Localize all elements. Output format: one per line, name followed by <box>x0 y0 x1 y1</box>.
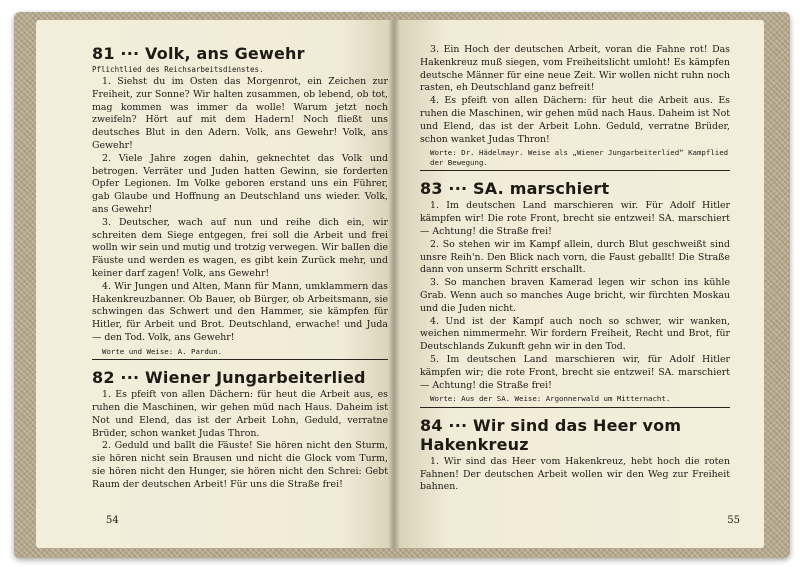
song-83-verse-1: 1. Im deutschen Land marschieren wir. Für Adolf Hitler kämpfen wir! Die rote Front, brecht sie entzwei! SA. marschiert — Achtung! die Straße frei! <box>420 200 730 237</box>
song-81-verse-3: 3. Deutscher, wach auf nun und reihe dich ein, wir schreiten dem Siege entgegen, frei soll die Arbeit und frei wolln wir sein und mutig und trotzig verwegen. Wir ballen die Fäuste und werden es wagen, es gibt kein Zurück mehr, und keiner darf zagen! Volk, ans Gewehr! <box>92 216 388 279</box>
song-81-credit: Worte und Weise: A. Pardun. <box>102 346 223 356</box>
song-83-credit: Worte: Aus der SA. Weise: Argonnerwald um Mitternacht. <box>430 394 671 404</box>
left-page <box>36 20 394 548</box>
song-81-verse-4: 4. Wir Jungen und Alten, Mann für Mann, umklammern das Hakenkreuzbanner. Ob Bauer, ob Bürger, ob Arbeitsmann, sie schwingen das Schwert und den Hammer, sie kämpfen für Hitler, für Arbeit und Brot. Deutschland, erwache! und Juda — den Tod. Volk, ans Gewehr! <box>92 280 388 343</box>
right-page <box>394 20 764 548</box>
song-81-subtitle: Pflichtlied des Reichsarbeitsdienstes. <box>92 65 264 74</box>
left-page-content <box>92 44 388 492</box>
song-84-verse-1: 1. Wir sind das Heer vom Hakenkreuz, hebt hoch die roten Fahnen! Der deutschen Arbeit wollen wir den Weg zur Freiheit bahnen. <box>420 455 730 493</box>
right-page-number: 55 <box>727 515 740 526</box>
song-83-verse-4: 4. Und ist der Kampf auch noch so schwer, wir wanken, weichen nimmermehr. Wir fordern Freiheit, Recht und Brot, für Deutschlands Zukunft gehn wir in den Tod. <box>420 315 730 353</box>
song-83-verse-2: 2. So stehen wir im Kampf allein, durch Blut geschweißt sind unsre Reih'n. Den Blick nach vorn, die Faust geballt! Die Straße dann von unserm Schritt erschallt. <box>420 238 730 276</box>
song-82-verse-3: 3. Ein Hoch der deutschen Arbeit, voran die Fahne rot! Das Hakenkreuz muß siegen, vom Freiheitslicht umloht! Es kämpfen deutsche Männer für eine neue Zeit. Wir wollen nicht ruhn noch rasten, eh Deutschland ganz befreit! <box>420 44 730 94</box>
song-81-title: 81 ··· Volk, ans Gewehr <box>92 44 305 63</box>
right-page-content <box>420 44 730 494</box>
section-divider <box>420 407 730 408</box>
song-81-verse-1: 1. Siehst du im Osten das Morgenrot, ein Zeichen zur Freiheit, zur Sonne? Wir halten zusammen, ob lebend, ob tot, mag kommen was immer da wolle! Warum jetzt noch zweifeln? Hört auf mit dem Hadern! Noch fließt uns deutsches Blut in den Adern. Volk, ans Gewehr! Volk, ans Gewehr! <box>92 76 388 151</box>
song-82-verse-1: 1. Es pfeift von allen Dächern: für heut die Arbeit aus, es ruhen die Maschinen, wir gehen müd nach Haus. Daheim ist Not und Elend, das ist der Arbeit Lohn, Geduld, verratne Brüder, schon wanket Judas Thron. <box>92 389 388 439</box>
song-82-title: 82 ··· Wiener Jungarbeiterlied <box>92 368 366 388</box>
song-84-title: 84 ··· Wir sind das Heer vom Hakenkreuz <box>420 415 682 454</box>
section-divider <box>420 170 730 171</box>
song-82-verse-4: 4. Es pfeift von allen Dächern: für heut die Arbeit aus. Es ruhen die Maschinen, wir gehen müd nach Haus. Daheim ist Not und Elend, das ist der Arbeit Lohn. Geduld, verratne Brüder, schon wanket Judas Thron! <box>420 95 730 145</box>
song-83-title: 83 ··· SA. marschiert <box>420 179 610 199</box>
section-divider <box>92 359 388 360</box>
song-82-verse-2: 2. Geduld und ballt die Fäuste! Sie hören nicht den Sturm, sie hören nicht sein Brausen und nicht die Glock vom Turm, sie hören nicht den Hunger, sie hören nicht den Schrei: Gebt Raum der deutschen Arbeit! Für uns die Straße frei! <box>92 440 388 490</box>
left-page-number: 54 <box>106 515 119 526</box>
song-83-verse-3: 3. So manchen braven Kamerad legen wir schon ins kühle Grab. Wenn auch so manches Auge bricht, wir fürchten Moskau und die Juden nicht. <box>420 277 730 314</box>
song-82-credit: Worte: Dr. Hädelmayr. Weise als „Wiener Jungarbeiterlied“ Kampflied der Bewegung. <box>430 148 729 167</box>
song-81-verse-2: 2. Viele Jahre zogen dahin, geknechtet das Volk und betrogen. Verräter und Juden hatten Gewinn, sie forderten Opfer Legionen. Im Volke geboren erstand uns ein Führer, gab Glaube und Hoffnung an Deutschland uns wieder. Volk, ans Gewehr! <box>92 152 388 215</box>
open-book <box>14 12 790 558</box>
book-gutter <box>388 20 400 548</box>
song-83-verse-5: 5. Im deutschen Land marschieren wir, für Adolf Hitler kämpfen wir; die rote Front, brecht sie entzwei! SA. marschiert — Achtung! die Straße frei! <box>420 353 730 391</box>
